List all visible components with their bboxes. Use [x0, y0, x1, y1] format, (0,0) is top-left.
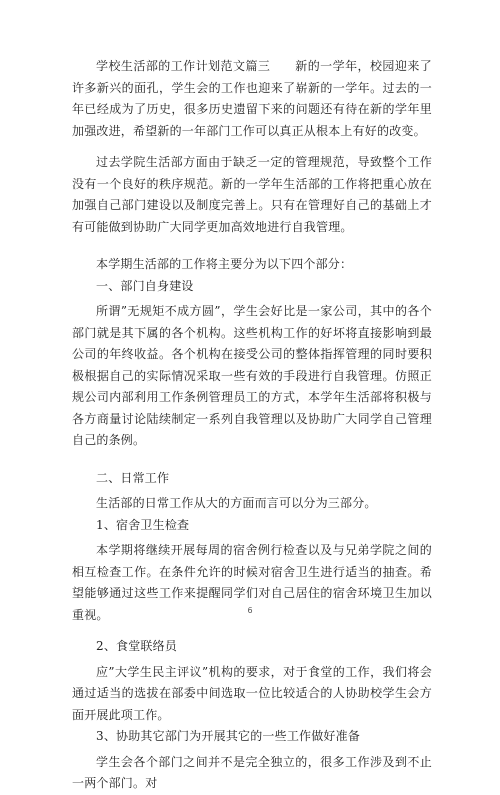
section-heading-2: 二、日常工作	[96, 470, 170, 485]
document-body	[72, 56, 432, 795]
paragraph-intro: 学校生活部的工作计划范文篇三 新的一学年，校园迎来了许多新兴的面孔，学生会的工作也迎来了崭新的一学年。过去的一年已经成为了历史，很多历史遗留下来的问题还有待在新的学年里加强改进，希望新的一年部门工作可以真正从根本上有好的改变。	[72, 59, 432, 138]
paragraph-daily-work: 生活部的日常工作从大的方面而言可以分为三部分。	[96, 496, 377, 510]
subheading-dorm-check: 1、宿舍卫生检查	[96, 517, 190, 532]
page-number: 6	[247, 606, 253, 615]
paragraph-canteen: 应”大学生民主评议”机构的要求，对于食堂的工作，我们将会通过适当的选拔在部委中间选取一位比较适合的人协助校学生会方面开展此项工作。	[72, 664, 432, 722]
section-heading-1: 一、部门自身建设	[96, 278, 194, 293]
subheading-canteen: 2、食堂联络员	[96, 639, 178, 653]
paragraph-overview: 本学期生活部的工作将主要分为以下四个部分：	[96, 257, 353, 271]
paragraph-background: 过去学院生活部方面由于缺乏一定的管理规范，导致整个工作没有一个良好的秩序规范。新的一学年生活部的工作将把重心放在加强自己部门建设以及制度完善上。只有在管理好自己的基础上才有可能做到协助广大同学更加高效地进行自我管理。	[72, 155, 432, 234]
subheading-assist: 3、协助其它部门为开展其它的一些工作做好准备	[96, 729, 361, 743]
paragraph-dorm-check: 本学期将继续开展每周的宿舍例行检查以及与兄弟学院之间的相互检查工作。在条件允许的时候对宿舍卫生进行适当的抽查。希望能够通过这些工作来提醒同学们对自己居住的宿舍环境卫生加以重视。	[72, 543, 432, 622]
paragraph-assist: 学生会各个部门之间并不是完全独立的，很多工作涉及到不止一两个部门。对	[72, 754, 432, 790]
paragraph-self-building: 所谓”无规矩不成方圆”，学生会好比是一家公司，其中的各个部门就是其下属的各个机构。这些机构工作的好坏将直接影响到最公司的年终收益。各个机构在接受公司的整体指挥管理的同时要积极根据自己的实际情况采取一些有效的手段进行自我管理。仿照正规公司内部利用工作条例管理员工的方式，本学年生活部将积极与各方商量讨论陆续制定一系列自我管理以及协助广大同学自己管理自己的条例。	[72, 304, 432, 447]
